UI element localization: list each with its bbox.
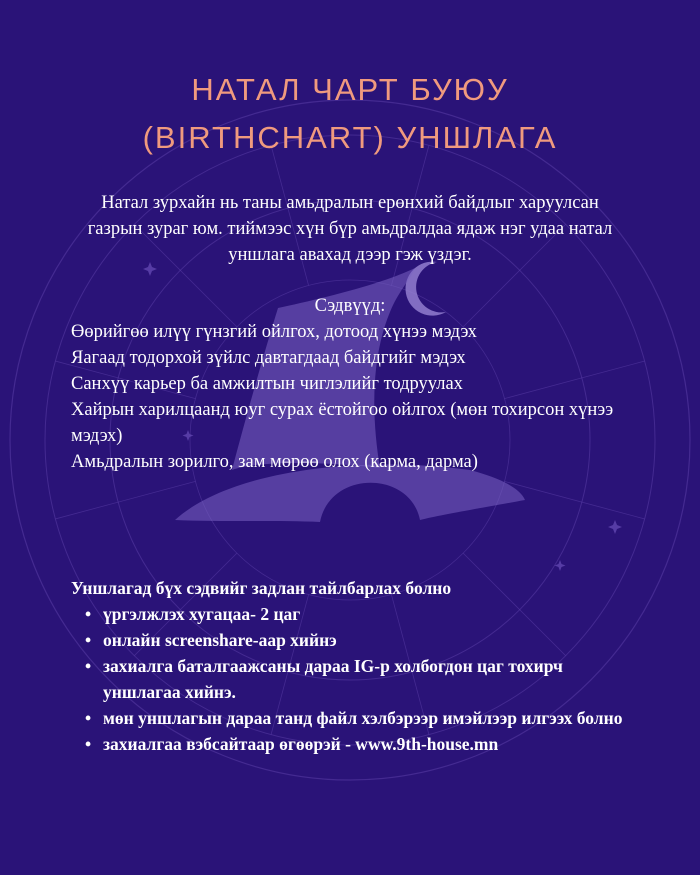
topic-item: Санхүү карьер ба амжилтын чиглэлийг тодруулах [71, 374, 463, 394]
details-item: • мөн уншлагын дараа танд файл хэлбэрээр имэйлээр илгээх болно [71, 705, 631, 731]
details-item: • захиалгаа вэбсайтаар өгөөрэй - www.9th-house.mn [71, 731, 631, 757]
title-line-1: НАТАЛ ЧАРТ БУЮУ [191, 72, 509, 107]
topic-item: Өөрийгөө илүү гүнзгий ойлгох, дотоод хүнээ мэдэх [71, 322, 477, 342]
topic-item: Амьдралын зорилго, зам мөрөө олох (карма, дарма) [71, 452, 478, 472]
details-item: • онлайн screenshare-аар хийнэ [71, 627, 631, 653]
topics-list [71, 319, 631, 475]
intro-paragraph: Натал зурхайн нь таны амьдралын ерөнхий байдлыг харуулсан газрын зураг юм. тиймээс хүн бүр амьдралдаа ядаж нэг удаа натал уншлага авахад дээр гэж үздэг. [87, 193, 613, 265]
topic-item: Хайрын харилцаанд юуг сурах ёстойгоо ойлгох (мөн тохирсон хүнээ мэдэх) [71, 400, 614, 446]
details-heading: Уншлагад бүх сэдвийг задлан тайлбарлах болно [71, 578, 452, 598]
title-line-2: (BIRTHCHART) УНШЛАГА [142, 120, 558, 155]
details-list [71, 601, 631, 757]
topic-item: Яагаад тодорхой зүйлс давтагдаад байдгийг мэдэх [71, 348, 466, 368]
topics-heading: Сэдвүүд: [314, 296, 386, 316]
details-item: • захиалга баталгаажсаны дараа IG-р холбогдон цаг тохирч уншлагаа хийнэ. [71, 653, 631, 705]
page-title [0, 66, 700, 162]
details-item: • үргэлжлэх хугацаа- 2 цаг [71, 601, 631, 627]
